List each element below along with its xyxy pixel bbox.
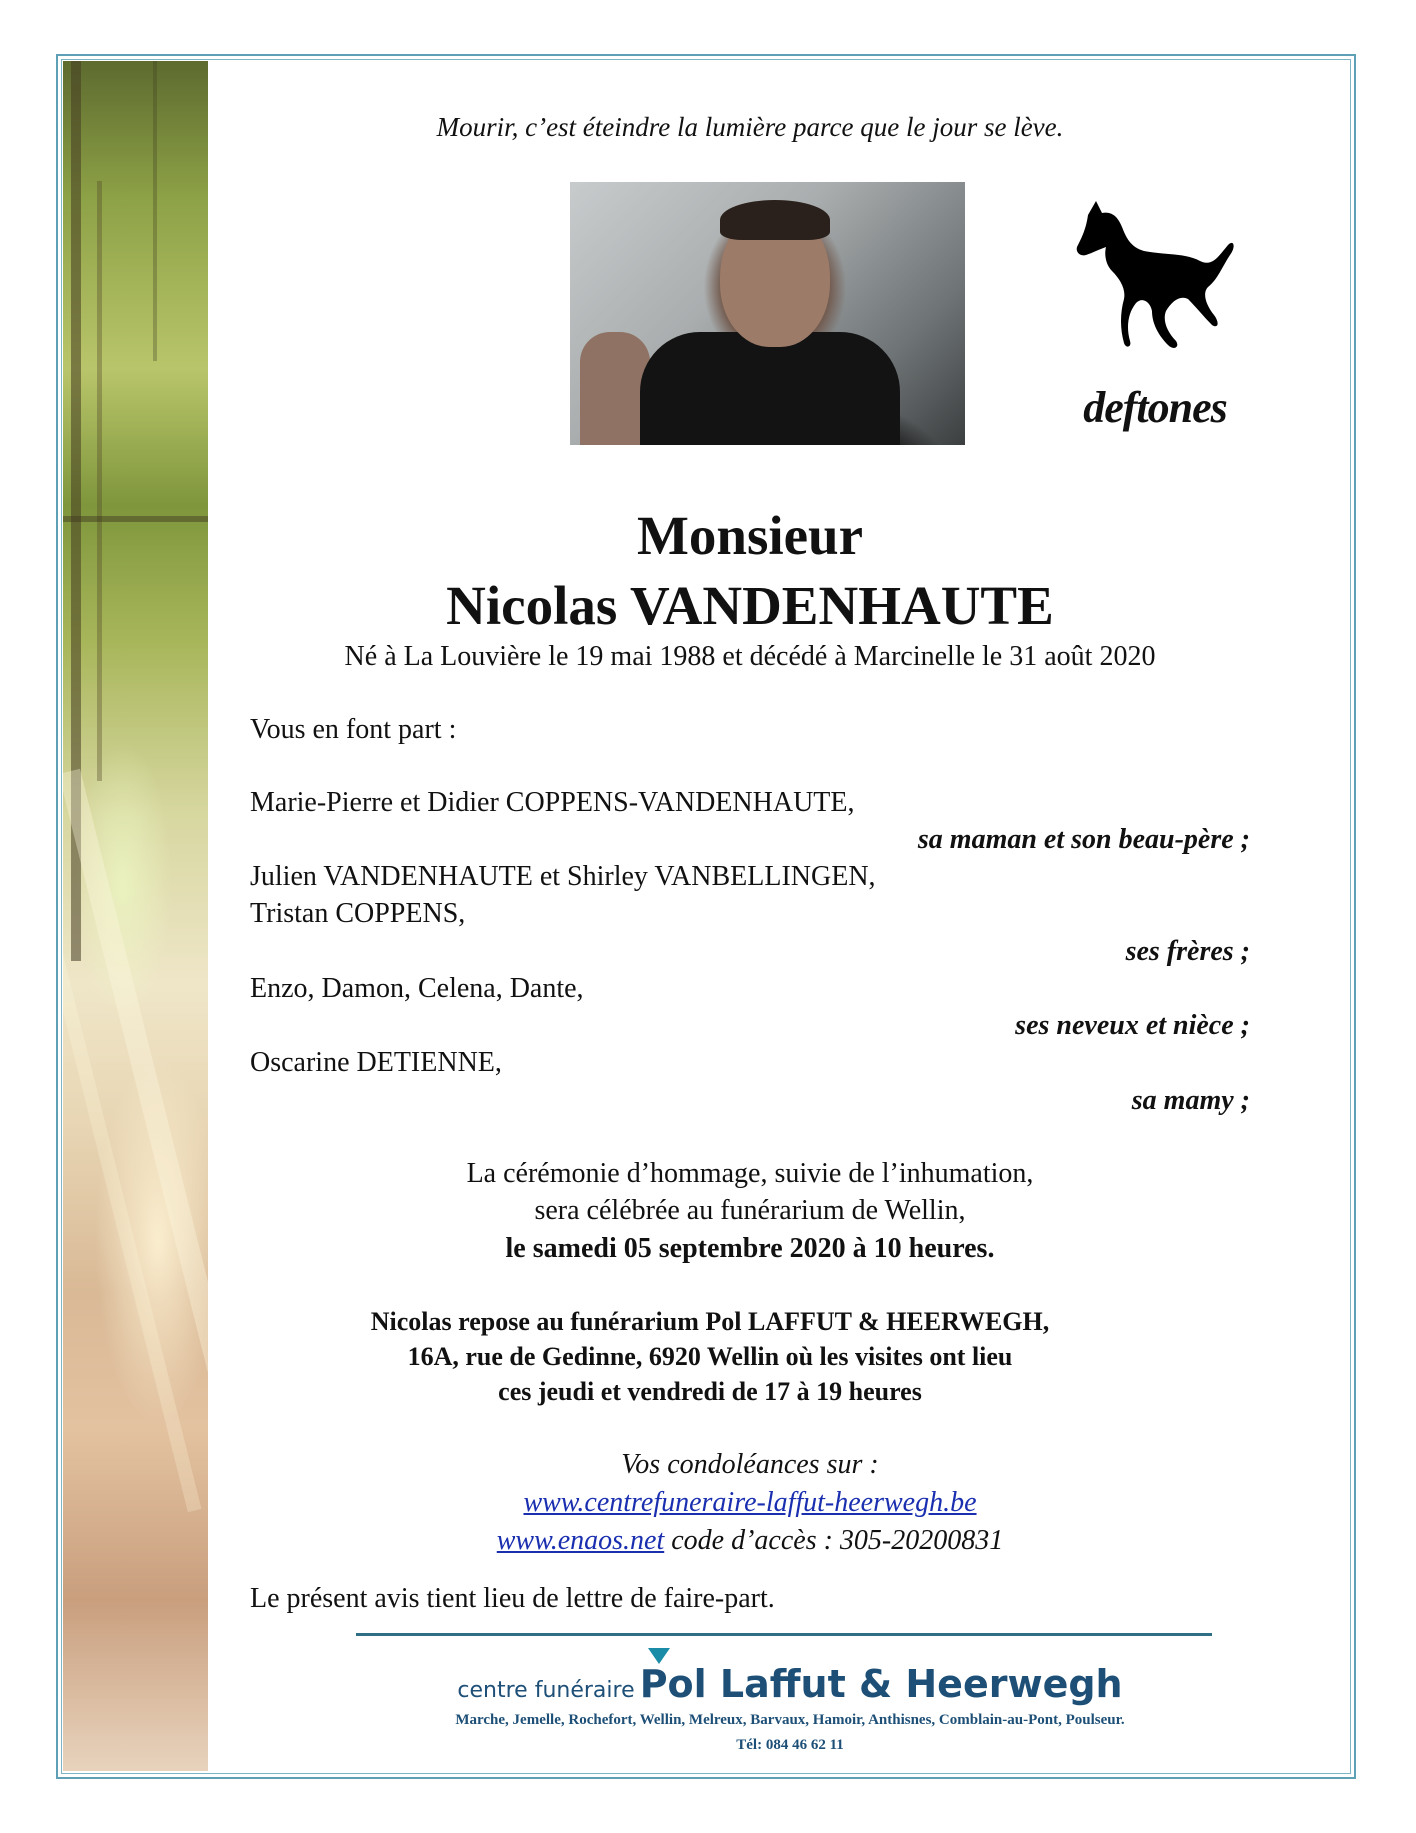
family-relation: ses neveux et nièce ; [1015, 1010, 1250, 1041]
deftones-logo-text: deftones [1083, 383, 1227, 432]
access-code: code d’accès : 305-20200831 [664, 1525, 1004, 1556]
family-relation: sa maman et son beau-père ; [917, 824, 1250, 855]
family-name-line: Tristan COPPENS, [250, 898, 466, 929]
condolences-heading: Vos condoléances sur : [621, 1449, 879, 1480]
visits-line: 16A, rue de Gedinne, 6920 Wellin où les visites ont lieu [407, 1342, 1013, 1371]
forest-side-image [63, 61, 208, 1771]
family-name-line: Enzo, Damon, Celena, Dante, [250, 973, 584, 1004]
ceremony-date: le samedi 05 septembre 2020 à 10 heures. [505, 1233, 995, 1264]
notice-text: Le présent avis tient lieu de lettre de faire-part. [250, 1583, 775, 1614]
intro-text: Vous en font part : [250, 714, 457, 745]
deceased-name: Nicolas VANDENHAUTE [446, 575, 1054, 636]
ceremony-line: La cérémonie d’hommage, suivie de l’inhumation, [466, 1158, 1034, 1189]
family-name-line: Marie-Pierre et Didier COPPENS-VANDENHAUTE, [250, 787, 855, 818]
footer-phone: Tél: 084 46 62 11 [736, 1737, 844, 1753]
family-relation: sa mamy ; [1131, 1085, 1250, 1116]
horse-icon [1068, 195, 1238, 360]
family-relation: ses frères ; [1125, 936, 1250, 967]
portrait-photo [570, 182, 965, 445]
footer-towns: Marche, Jemelle, Rochefort, Wellin, Melreux, Barvaux, Hamoir, Anthisnes, Comblain-au-Pont, Poulseur. [455, 1712, 1125, 1728]
brand-name: Pol Laffut & Heerwegh [639, 1662, 1123, 1706]
condolences-link[interactable]: www.centrefuneraire-laffut-heerwegh.be [523, 1487, 977, 1518]
birth-death-dates: Né à La Louvière le 19 mai 1988 et décédé à Marcinelle le 31 août 2020 [344, 641, 1156, 672]
funeral-home-logo [360, 1662, 1220, 1706]
visits-line: ces jeudi et vendredi de 17 à 19 heures [498, 1377, 922, 1406]
ceremony-line: sera célébrée au funérarium de Wellin, [534, 1195, 966, 1226]
epigraph-quote: Mourir, c’est éteindre la lumière parce que le jour se lève. [436, 112, 1064, 142]
visits-line: Nicolas repose au funérarium Pol LAFFUT & HEERWEGH, [370, 1307, 1050, 1336]
brand-small-text: centre funéraire [457, 1678, 635, 1703]
footer-divider [356, 1633, 1212, 1636]
title-honorific: Monsieur [636, 505, 864, 566]
family-name-line: Julien VANDENHAUTE et Shirley VANBELLINGEN, [250, 861, 876, 892]
family-name-line: Oscarine DETIENNE, [250, 1047, 502, 1078]
enaos-link[interactable]: www.enaos.net [496, 1525, 665, 1556]
